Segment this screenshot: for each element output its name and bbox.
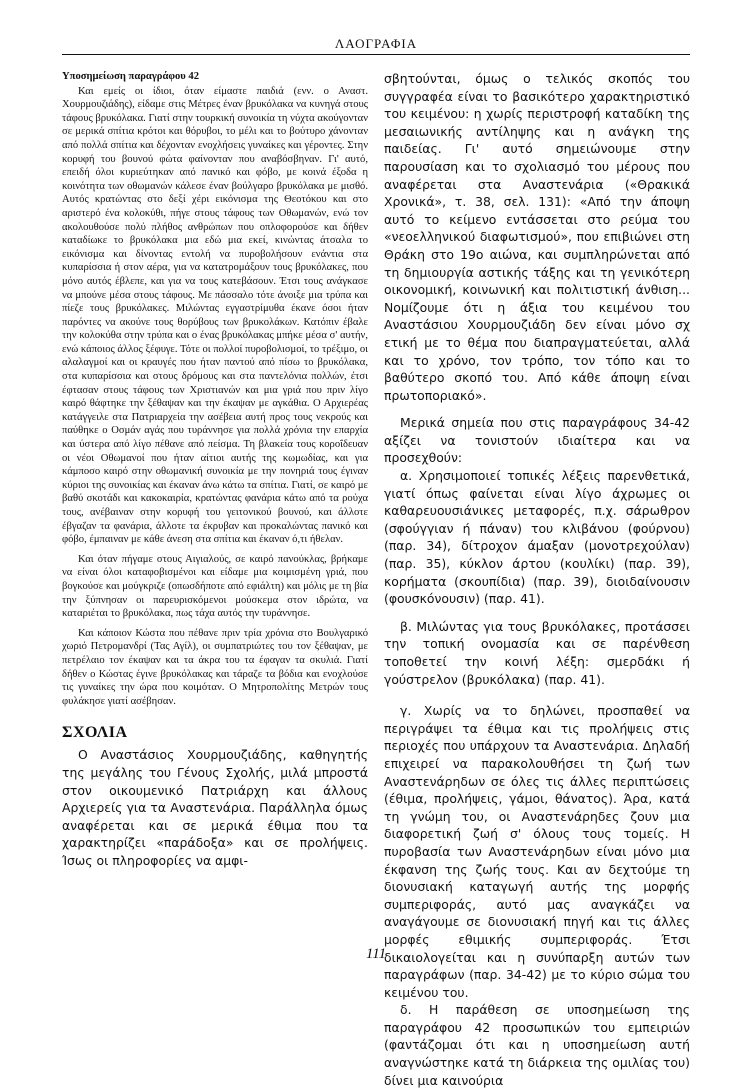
footnote-paragraph: Και κάποιον Κώστα που πέθανε πριν τρία χρόνια στο Βουλγαρικό χωριό Πετρομανδρί (Τας Αγίλ), οι συμπατριώτες του τον ξέθαψαν, με πετρέλαιο τον έκαψαν και τα άκρα του τα έφαγαν τα σκυλιά. Γιατί δήθεν ο Κώστας έγινε βρυκόλακας και τάραζε τα βόδια και ενοχλούσε τις γυναίκες την ώρα που κοιμόταν. Ο Μητροπολίτης Μετρών τους φυλάκησε γιατί ασέβησαν.	[62, 627, 368, 707]
section-heading: ΣΧΟΛΙΑ	[62, 724, 128, 742]
running-header: ΛΑΟΓΡΑΦΙΑ	[334, 36, 418, 51]
body-paragraph: σβητούνται, όμως ο τελικός σκοπός του συγγραφέα είναι το βασικότερο χαρακτηριστικό του κειμένου: η χωρίς περιστροφή καταδίκη της μεσαιωνικής αντίληψης και η ανάγκη της παιδείας. Γι' αυτό σημειώνουμε στην παρουσίαση και το σχολιασμό του μέρους που αναφέρεται στα Αναστενάρια («Θρακικά Χρονικά», τ. 38, σελ. 131): «Από την άποψη αυτό το κείμενο εντάσσεται στο ρεύμα του «νεοελληνικού διαφωτισμού», που επιβιώνει στη Θράκη στο 19ο αιώνα, και συμπληρώνεται από τη δημιουργία αστικής τάξης και τη γενικότερη οικονομική, κοινωνική και πολιτιστική άνθιση... Νομίζουμε ότι η άξια του κειμένου του Αναστάσιου Χουρμουζιάδη δεν είναι μόνο σχ ετική με το θέμα που διαπραγματεύεται, αλλά και το χρόνο, τον τρόπο, τον τόπο και το βαθύτερο σκοπό του. Από κάθε άποψη είναι πρωτοποριακό».	[384, 71, 690, 403]
body-paragraph: α. Χρησιμοποιεί τοπικές λέξεις παρενθετικά, γιατί όπως φαίνεται είναι λίγο άχρωμες οι καθαρευουσιάνικες μεταφορές, π.χ. σάρωθρον (σφούγγιαν ή πάναν) του κλιβάνου (φούρνου) (παρ. 34), δίτροχον άμαξαν (μονοτρεχούλαν) (παρ. 35), κύκλον άρτου (κουλίκι) (παρ. 39), κορήματα (σκουπίδια) (παρ. 39), διοιδαίνουσιν (φουσκόνουσιν) (παρ. 41).	[384, 468, 690, 607]
body-paragraph: δ. Η παράθεση σε υποσημείωση της παραγράφου 42 προσωπικών του εμπειριών (φαντάζομαι ότι και η υποσημείωση αυτή αναγνώστηκε κατά τη διάρκεια της ομιλίας του) δίνει μια καινούρια	[384, 1002, 690, 1088]
scholia-paragraph: Ο Αναστάσιος Χουρμουζιάδης, καθηγητής της μεγάλης του Γένους Σχολής, μιλά μπροστά στον οικουμενικό Πατριάρχη και άλλους Αρχιερείς για τα Αναστενάρια. Παράλληλα όμως αναφέρεται και σε μερικά έθιμα που τα χαρακτηρίζει «παράδοξα» και σε προλήψεις. Ίσως οι πληροφορίες να αμφι-	[62, 747, 368, 868]
header-rule	[62, 54, 690, 55]
page-number: 111	[365, 946, 387, 962]
body-paragraph: γ. Χωρίς να το δηλώνει, προσπαθεί να περιγράψει τα έθιμα και τις προλήψεις στις περιοχές που υπάρχουν τα Αναστενάρια. Δηλαδή επιχειρεί να παρακολουθήσει τη ζωή των Αναστενάρηδων σε όλες τις άλλες περιπτώσεις (έθιμα, προλήψεις, γάμοι, θάνατος). Άρα, κατά τη γνώμη του, οι Αναστενάρηδες ζουν μια διαφορετική ζωή σ' όλους τους τομείς. Η πυροβασία των Αναστενάρηδων είναι μόνο μια έκφανση της ζωής τους. Και αν δεχτούμε τη διονυσιακή καταγωγή αυτής της μορφής συμπεριφοράς, αυτό μας αναγκάζει να αναγάγουμε σε διονυσιακή πηγή και τις άλλες μορφές εθιμικής συμπεριφοράς. Έτσι δικαιολογείται και η συνύπαρξη αυτών των παραγράφων (παρ. 34-42) με το κύριο σώμα του κειμένου του.	[384, 703, 690, 1000]
left-column	[62, 70, 368, 869]
footnote-paragraph: Και εμείς οι ίδιοι, όταν είμαστε παιδιά (ενν. ο Αναστ. Χουρμουζιάδης), είδαμε στις Μέτρες έναν βρυκόλακα να κυνηγά στους τάφους βρυκόλακα. Γιατί στην τουρκική συνοικία τη νύχτα ακούγονταν σε μερικά σπίτια κρότοι και θόρυβοι, το μέλι και το βούτυρο χάνονταν από πολλά σπίτια και δέχονταν ενοχλήσεις γυναίκες και γέροντες. Στην κορυφή του βουνού φώτα φαίνονταν που αναβόσβηναν. Γι' αυτό, επειδή όλοι κυριεύτηκαν από πανικό και φόβο, με κοινά έξοδα η κοινότητα των οθωμανών κάλεσε έναν βούλγαρο βρυκόλακα με μισθό. Αυτός κρατώντας στο δεξί χέρι εικόνισμα της Θεοτόκου και στο αριστερό ένα κολοκύθι, πήγε στους τάφους των Οθωμανών, ενώ τον ακολουθούσε πολύ πλήθος ανθρώπων που οπλοφορούσε και δήθεν καταδίωκε το βρυκόλακα μια εδώ μια εκεί, κινώντας άτσαλα το εικόνισμα και δίνοντας εντολή να πυροβολήσουν ενάντια στα κυπαρίσσια ή στον αέρα, για να κατατρομάξουν τους βρυκόλακες, που μόνο αυτός έβλεπε, και για να τους κατεβάσουν. Έτσι τους ανάγκασε να μπούνε μέσα στους τάφους. Με πάσσαλο τότε άνοιξε μια τρύπα και πίεζε τους βρυκόλακες. Μιλώντας εγγαστρίμυθα έκανε όσοι ήταν παρόντες να ακούνε τους θορύβους των βρυκολάκων. Κατόπιν έβαλε την κολοκύθα στην τρύπα και ο ένας βρυκόλακας μπήκε μέσα σ' αυτήν, ενώ κάποιος άλλος ξέφυγε. Τότε οι πολλοί πυροβολισμοί, το τρέξιμο, οι αλαλαγμοί και οι κραυγές που ήταν παντού από πίσω το βρυκόλακα, στα κυπαρίσσια και στους δρόμους και στα παντελόνια πολλών, έτσι έφτασαν στους τάφους των Χριστιανών και μια γριά που πριν λίγο καιρό θάφτηκε την ξέθαψαν και την έκαψαν με αγκάθια. Ο Αρχιερέας κατάγγειλε στα Πατριαρχεία την ασέβεια αυτή προς τους νεκρούς και παύθηκε ο Οσμάν αγάς που τυράννησε για πολλά χρόνια την επαρχία και ύστερα από λίγο πέθανε από πείσμα. Τη βλακεία τους κοροΐδευαν οι νέοι Οθωμανοί που ήταν αίτιοι αυτής της κωμωδίας, και για κάμποσο καιρό στην οθωμανική συνοικία με την πονηριά τους έγιναν κύριοι της συνοικίας και έκαναν άνω κάτω τα σπίτια. Γιατί, σε καιρό με βαθύ σκοτάδι και κακοκαιρία, κρατώντας φανάρια κάτω από τα ρούχα τους, ανέβαιναν στην κορυφή του γειτονικού βουνού, και άλλοτε έβγαζαν τα φανάρια, άλλοτε τα έκρυβαν και προκαλώντας πανικό και φόβο, έμπαιναν με κάθε άνεση στα σπίτια και έκαναν ό,τι ήθελαν.	[62, 85, 368, 546]
footnote-block	[62, 70, 368, 708]
footnote-title: Υποσημείωση παραγράφου 42	[62, 71, 199, 82]
body-paragraph: Μερικά σημεία που στις παραγράφους 34-42 αξίζει να τονιστούν ιδιαίτερα και να προσεχθούν:	[384, 415, 690, 466]
right-column	[384, 70, 690, 1089]
body-paragraph: β. Μιλώντας για τους βρυκόλακες, προτάσσει την τοπική ονομασία και σε παρένθεση τοποθετεί την κοινή λέξη: σμερδάκι ή γούστρελον (βρυκόλακα) (παρ. 41).	[384, 618, 690, 687]
footnote-paragraph: Και όταν πήγαμε στους Αιγιαλούς, σε καιρό πανούκλας, βρήκαμε να είναι όλοι καταφοβισμένοι και είδαμε μια κοιμισμένη γριά, που βογκούσε και μούγκριζε (οπωσδήποτε από εφιάλτη) και μόλις με τη βία την ξύπνησαν οι παρευρισκόμενοι μούσκεμα στον ιδρώτα, να καταριέται το βρυκόλακα, πως τάχα αυτός την τυράννησε.	[62, 553, 368, 620]
